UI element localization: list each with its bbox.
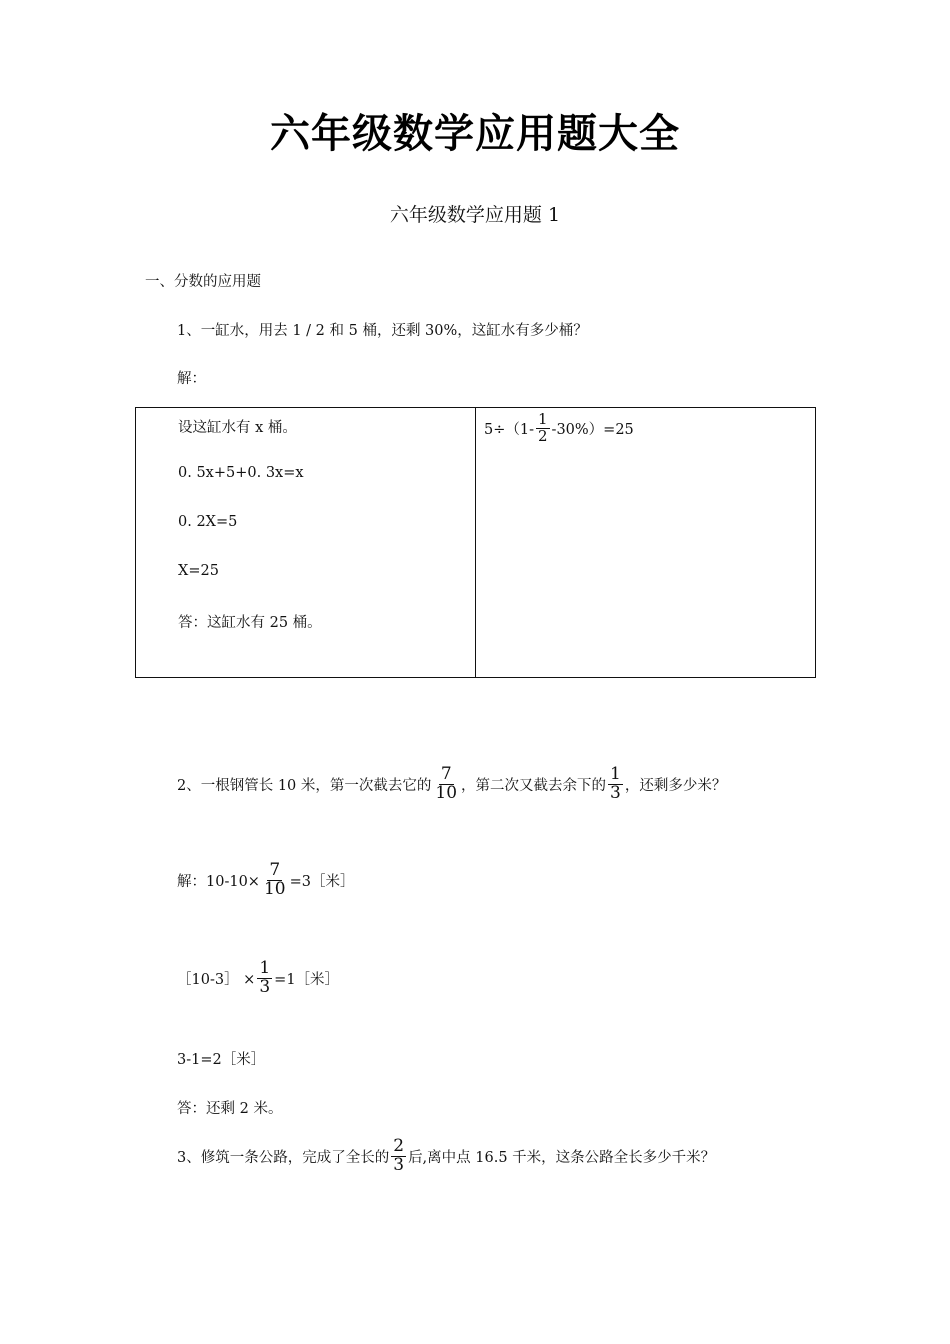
fraction-denominator: 3 <box>610 782 621 803</box>
fraction-denominator: 10 <box>263 878 286 899</box>
question-text-part: ，还剩多少米？ <box>624 777 727 794</box>
solution-line: 0. 2X=5 <box>178 514 238 530</box>
equation-prefix: ［10-3］ × <box>177 971 256 988</box>
fraction <box>257 960 272 997</box>
fraction-numerator: 1 <box>259 958 271 978</box>
equation-prefix: 解：10-10× <box>177 873 260 890</box>
fraction-denominator: 3 <box>259 976 271 997</box>
section-subtitle: 六年级数学应用题 1 <box>389 204 561 226</box>
solution-line: 0. 5x+5+0. 3x=x <box>178 465 304 481</box>
solution-line: X=25 <box>178 563 219 579</box>
fraction-denominator: 10 <box>435 782 458 803</box>
solution-table-left-cell <box>136 408 476 677</box>
fraction-numerator: 2 <box>393 1136 405 1156</box>
fraction-numerator: 7 <box>440 764 452 784</box>
fraction <box>391 1138 406 1175</box>
question-2-solution-step-3: 3-1=2［米］ <box>177 1052 266 1068</box>
fraction-numerator: 7 <box>269 860 281 880</box>
equation-suffix: =1［米］ <box>274 971 340 988</box>
question-text-part: 3、修筑一条公路，完成了全长的 <box>177 1149 390 1166</box>
section-heading: 一、分数的应用题 <box>145 274 261 290</box>
fraction <box>433 766 459 803</box>
solution-answer: 答：这缸水有 25 桶。 <box>178 615 322 631</box>
alt-solution-equation <box>484 412 634 445</box>
fraction <box>608 766 623 803</box>
fraction-numerator: 1 <box>538 410 548 428</box>
fraction-numerator: 1 <box>610 764 621 784</box>
question-3-text <box>177 1138 715 1175</box>
question-2-answer: 答：还剩 2 米。 <box>177 1101 283 1117</box>
question-text-part: 2、一根钢管长 10 米，第一次截去它的 <box>177 777 432 794</box>
solution-table <box>135 407 816 678</box>
fraction-denominator: 2 <box>538 426 548 445</box>
equation-suffix: =3［米］ <box>289 873 355 890</box>
equation-prefix: 5÷（1- <box>484 421 534 438</box>
question-1-solution-label: 解： <box>177 371 206 387</box>
question-text-part: ，第二次又截去余下的 <box>461 777 607 794</box>
fraction <box>262 862 288 899</box>
question-2-solution-step-1 <box>177 862 354 899</box>
solution-table-right-cell <box>476 408 815 677</box>
question-text-part: 后,离中点 16.5 千米，这条公路全长多少千米？ <box>408 1149 716 1166</box>
fraction-denominator: 3 <box>393 1154 405 1175</box>
document-title: 六年级数学应用题大全 <box>270 111 680 157</box>
solution-line: 设这缸水有 x 桶。 <box>178 420 297 436</box>
equation-suffix: -30%）=25 <box>551 421 634 438</box>
question-2-text <box>177 766 726 803</box>
question-1-text: 1、一缸水，用去 1 / 2 和 5 桶，还剩 30%，这缸水有多少桶？ <box>177 323 588 339</box>
fraction <box>536 412 550 445</box>
question-2-solution-step-2 <box>177 960 339 997</box>
